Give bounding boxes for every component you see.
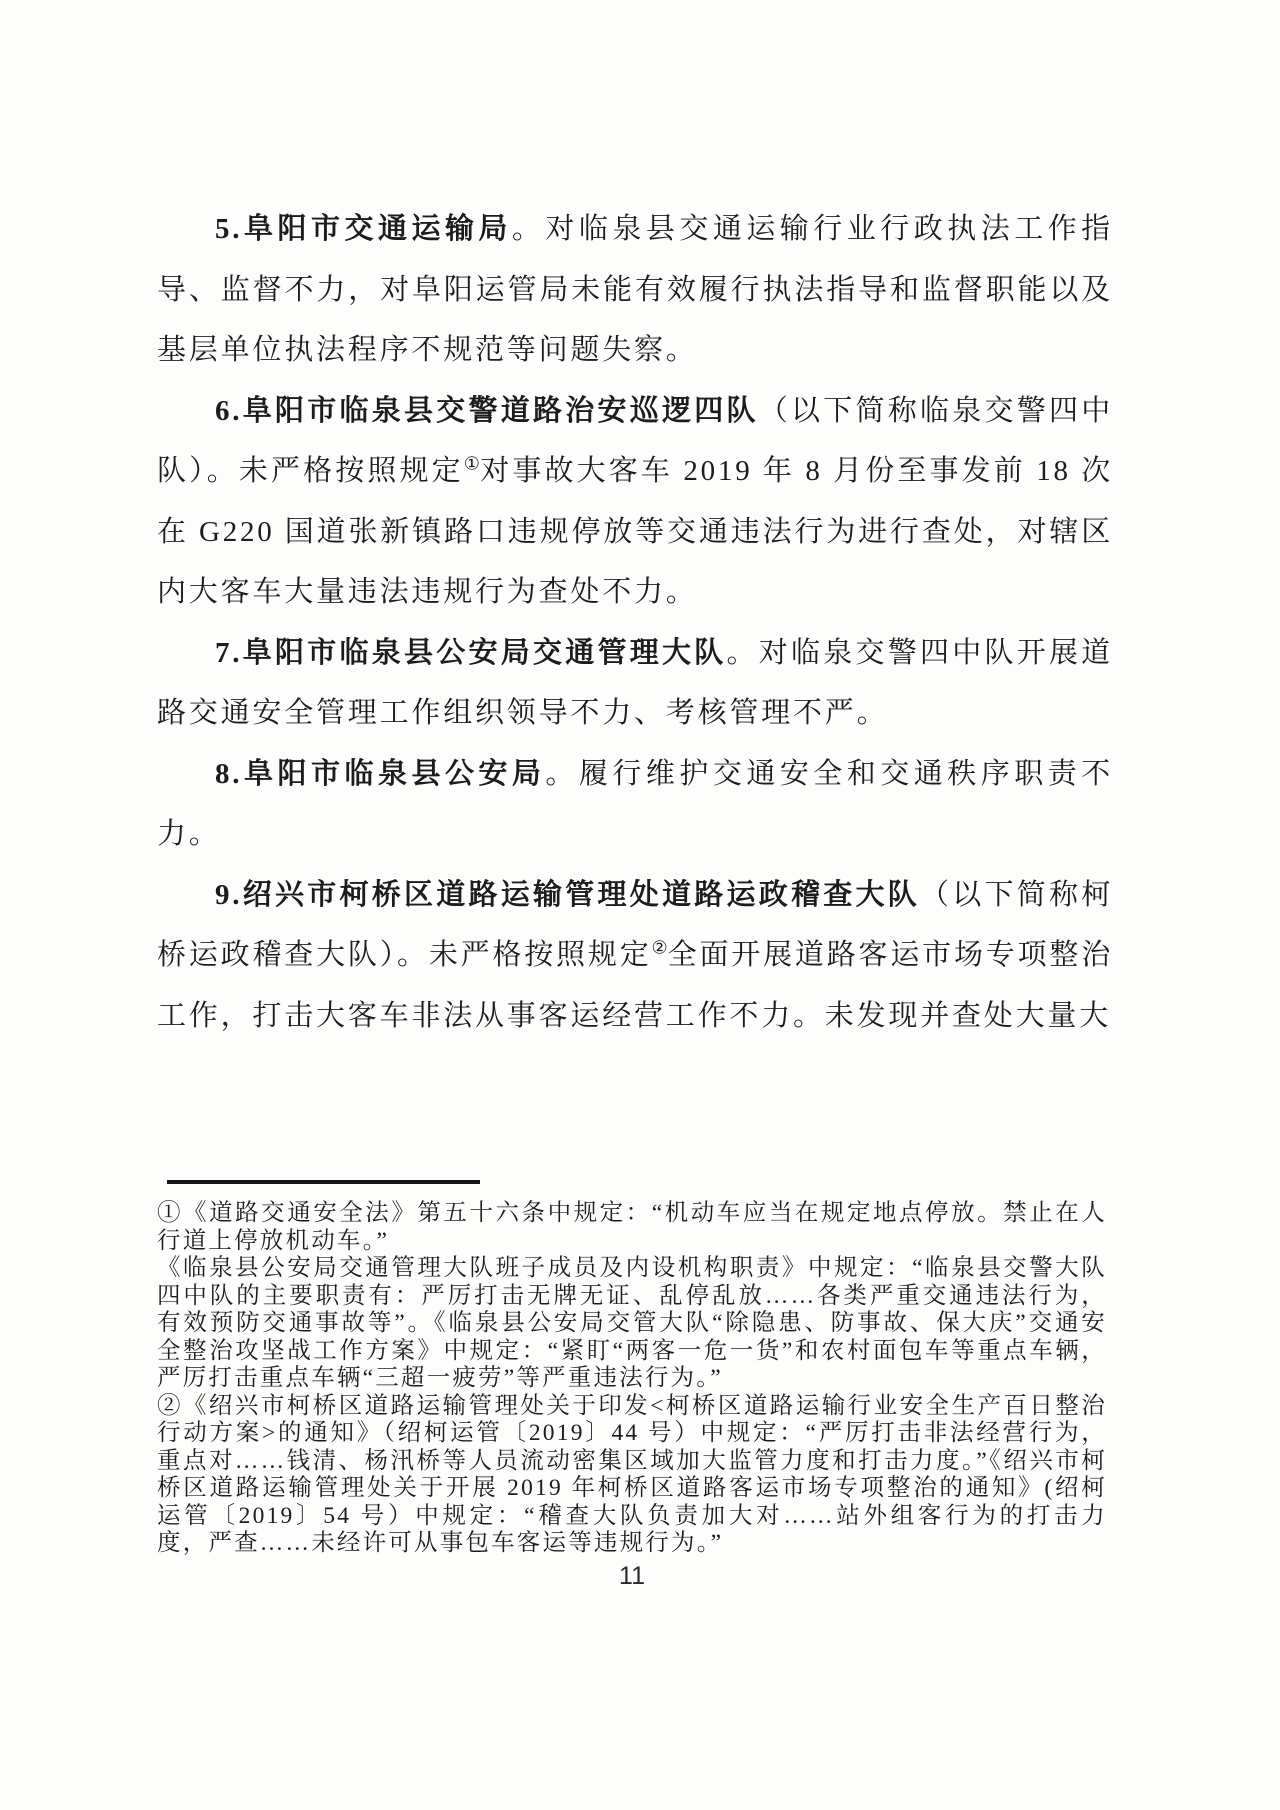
paragraph <box>157 865 1113 1047</box>
paragraph-text: 。对临泉县交通运输行业行政执法工作指导、监督不力，对阜阳运管局未能有效履行执法指导和监督职能以及基层单位执法程序不规范等问题失察。 <box>157 213 1113 366</box>
org-name: 5.阜阳市交通运输局 <box>215 213 512 245</box>
footnote-paragraph: ②《绍兴市柯桥区道路运输管理处关于印发<柯桥区道路运输行业安全生产百日整治行动方案>的通知》（绍柯运管〔2019〕44 号）中规定：“严厉打击非法经营行为，重点对……钱清、杨汛桥等人员流动密集区域加大监管力度和打击力度。”《绍兴市柯桥区道路运输管理处关于开展 2019 年柯桥区道路客运市场专项整治的通知》(绍柯运管〔2019〕54 号）中规定：“稽查大队负责加大对……站外组客行为的打击力度，严查……未经许可从事包车客运等违规行为。” <box>157 1392 1107 1556</box>
paragraph-text: （以下简称柯桥运政稽查大队）。未严格按照规定 <box>157 878 1113 971</box>
paragraph-text: 。对临泉交警四中队开展道路交通安全管理工作组织领导不力、考核管理不严。 <box>157 636 1113 729</box>
paragraph-text: 对事故大客车 2019 年 8 月份至事发前 18 次在 G220 国道张新镇路口违规停放等交通违法行为进行查处，对辖区内大客车大量违法违规行为查处不力。 <box>157 455 1113 608</box>
footnote-area <box>157 1180 1107 1558</box>
footnote-paragraph: ①《道路交通安全法》第五十六条中规定：“机动车应当在规定地点停放。禁止在人行道上停放机动车。” <box>157 1200 1107 1254</box>
paragraph-text: （以下简称临泉交警四中队）。未严格按照规定 <box>157 394 1113 487</box>
org-name: 6.阜阳市临泉县交警道路治安巡逻四队 <box>215 394 759 427</box>
paragraph <box>157 623 1113 744</box>
org-name: 9.绍兴市柯桥区道路运输管理处道路运政稽查大队 <box>215 878 920 911</box>
paragraph <box>157 381 1113 623</box>
footnote-paragraph: 《临泉县公安局交通管理大队班子成员及内设机构职责》中规定：“临泉县交警大队四中队的主要职责有：严厉打击无牌无证、乱停乱放……各类严重交通违法行为，有效预防交通事故等”。《临泉县公安局交管大队“除隐患、防事故、保大庆”交通安全整治攻坚战工作方案》中规定：“紧盯“两客一危一货”和农村面包车等重点车辆，严厉打击重点车辆“三超一疲劳”等严重违法行为。” <box>157 1255 1107 1391</box>
footnote-reference: ② <box>651 937 668 958</box>
footnote-list <box>157 1200 1107 1558</box>
org-name: 7.阜阳市临泉县公安局交通管理大队 <box>215 636 727 669</box>
paragraph-text: 全面开展道路客运市场专项整治工作，打击大客车非法从事客运经营工作不力。未发现并查处大量大 <box>157 939 1114 1032</box>
main-text-block <box>157 199 1113 1046</box>
org-name: 8.阜阳市临泉县公安局 <box>215 757 546 790</box>
paragraph-text: 。履行维护交通安全和交通秩序职责不力。 <box>157 757 1113 850</box>
paragraph <box>157 744 1113 865</box>
footnote-separator <box>167 1180 480 1184</box>
paragraph <box>157 199 1113 381</box>
footnote-reference: ① <box>463 453 481 474</box>
page-number: 11 <box>619 1562 645 1590</box>
